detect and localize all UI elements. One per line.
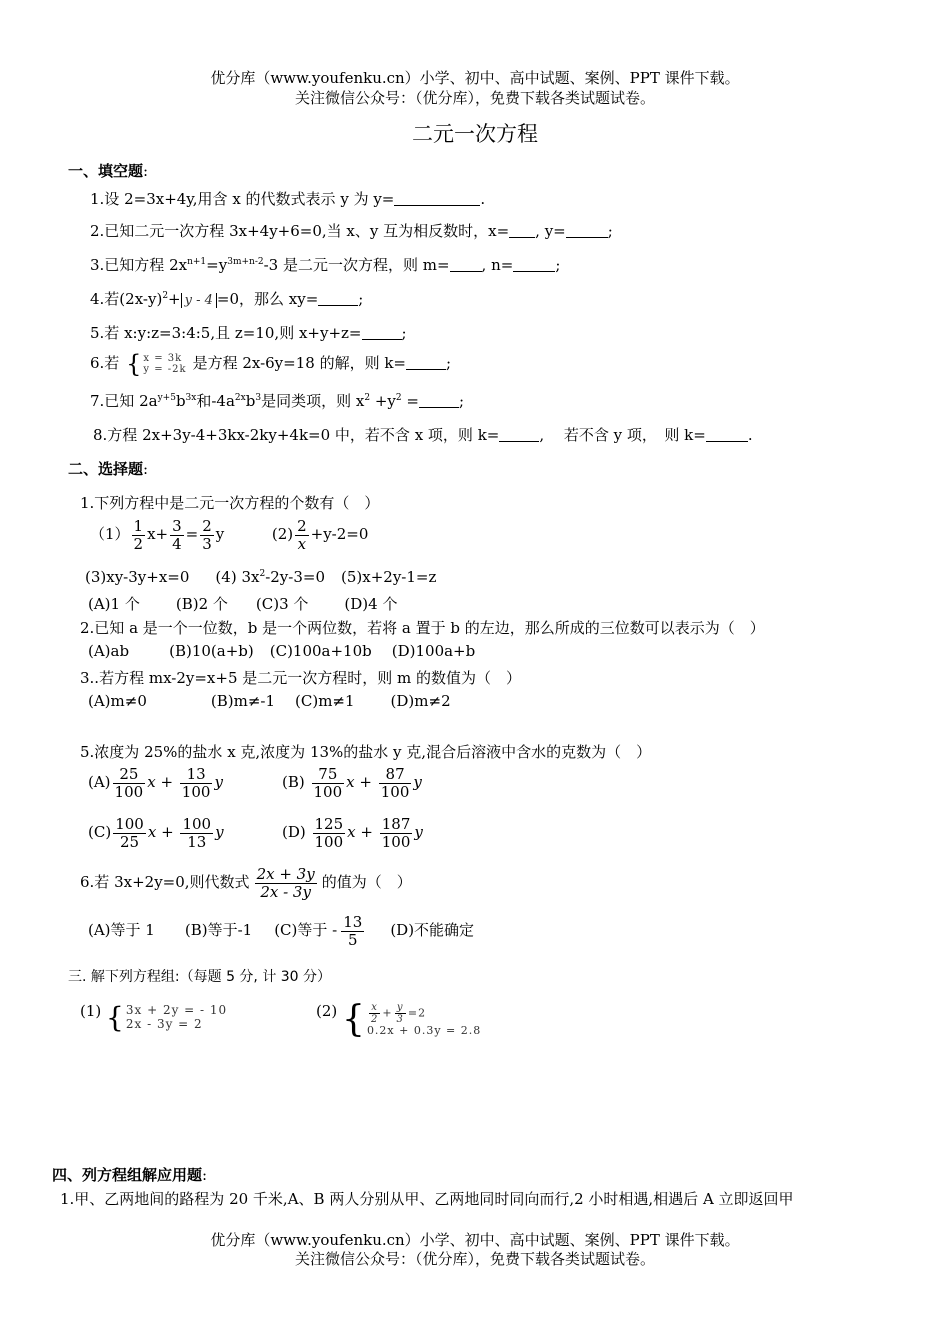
choice-q6-option-c-text: (C)等于 - — [274, 921, 338, 939]
fill-q4-end: ; — [358, 290, 364, 308]
fill-q7-text-e: 是同类项，则 x — [261, 392, 365, 410]
frac-num: 75 — [312, 766, 345, 784]
choice-q5-a-label: (A) — [88, 773, 111, 791]
fill-q7-exp-5: 2 — [364, 393, 371, 403]
solve-p2-lines — [367, 1002, 481, 1038]
var-y: y — [414, 823, 423, 841]
brace-icon: { — [106, 1001, 124, 1034]
choice-q3-option-b[interactable]: (B)m≠-1 — [210, 692, 276, 710]
choice-q5-stem: 5.浓度为 25%的盐水 x 克,浓度为 13%的盐水 y 克,混合后溶液中含水的克数为（ ） — [80, 743, 652, 761]
frac-x-2 — [369, 1002, 380, 1025]
fill-q6-system-line-2: y = -2k — [143, 364, 187, 375]
plus-sign: + — [360, 823, 373, 841]
brace-icon: { — [126, 350, 142, 378]
section-1-colon: : — [143, 162, 149, 180]
frac-2-3 — [200, 518, 214, 552]
choice-q6-end: 的值为（ ） — [321, 873, 412, 891]
fill-q7-text-b: b — [175, 392, 186, 410]
footer-line-1: 优分库（www.youfenku.cn）小学、初中、高中试题、案例、PPT 课件下载。 — [210, 1231, 740, 1249]
frac-87-100 — [379, 766, 412, 800]
plus-sign: + — [160, 773, 174, 791]
fill-q7-text-f: +y — [370, 392, 396, 410]
fill-q1 — [90, 188, 485, 209]
choice-q6-option-a[interactable]: (A)等于 1 — [88, 921, 155, 939]
frac-num: 125 — [314, 815, 344, 833]
plus-sign: + — [382, 1006, 393, 1020]
choice-q1-e2-rest: +y-2=0 — [310, 525, 369, 543]
frac-3-4 — [170, 518, 184, 552]
choice-q5-b-label: (B) — [282, 773, 305, 791]
fill-q8-text: 8.方程 2x+3y-4+3kx-2ky+4k=0 中，若不含 x 项，则 k= — [93, 426, 500, 444]
solve-p1-label: (1) — [80, 1002, 102, 1020]
frac-num: 2 — [202, 517, 212, 535]
choice-q5-c-label: (C) — [88, 823, 112, 841]
frac-den: 100 — [313, 782, 343, 801]
choice-q3-stem: 3..若方程 mx-2y=x+5 是二元一次方程时，则 m 的数值为（ ） — [80, 669, 522, 687]
choice-q1-options — [88, 593, 397, 614]
choice-q6-option-b[interactable]: (B)等于-1 — [184, 921, 253, 939]
fill-q4-text-b: + — [168, 290, 181, 308]
frac-y-3 — [395, 1002, 406, 1025]
fill-q7-exp-3: 2x — [234, 393, 246, 403]
choice-q1-e1-eq: = — [185, 525, 199, 543]
frac-den: 2 — [370, 1014, 379, 1026]
choice-q5-d-label: (D) — [282, 823, 306, 841]
frac-num: 2x + 3y — [256, 865, 315, 883]
frac-den: 100 — [181, 782, 211, 801]
section-3-heading: 三. 解下列方程组:（每题 5 分, 计 30 分） — [68, 969, 332, 985]
fill-q4 — [90, 288, 363, 309]
fill-q7-exp-6: 2 — [395, 393, 402, 403]
fill-q2-blank-x[interactable] — [509, 223, 535, 238]
fill-q4-blank[interactable] — [318, 291, 358, 306]
choice-q6-option-d[interactable]: (D)不能确定 — [390, 921, 475, 939]
choice-q1-e1-x: x+ — [147, 525, 169, 543]
fill-q6-end: ; — [446, 354, 452, 372]
frac-den: 100 — [381, 832, 411, 851]
choice-q1-option-b[interactable]: (B)2 个 — [175, 595, 228, 613]
fill-q3-text-a: 3.已知方程 2x — [90, 256, 188, 274]
choice-q1-option-d[interactable]: (D)4 个 — [344, 595, 398, 613]
frac-100-13 — [180, 816, 213, 850]
fill-q7-exp-1: y+5 — [157, 393, 176, 403]
section-2-title: 二、选择题 — [68, 460, 144, 478]
frac-187-100 — [380, 816, 413, 850]
fill-q3-exp-1: n+1 — [187, 257, 207, 267]
choice-q2-options — [88, 642, 475, 660]
choice-q1-e4a: (4) 3x — [215, 568, 260, 586]
choice-q6-options — [88, 914, 474, 948]
header-line-1: 优分库（www.youfenku.cn）小学、初中、高中试题、案例、PPT 课件下载。 — [210, 69, 740, 87]
page-title: 二元一次方程 — [412, 122, 538, 146]
choice-q2-option-d[interactable]: (D)100a+b — [391, 642, 476, 660]
frac-13-5 — [341, 914, 364, 948]
fill-q3-text-c: -3 是二元一次方程，则 m= — [263, 256, 450, 274]
choice-q1-e1-label: （1） — [90, 525, 130, 543]
fill-q7 — [90, 390, 464, 411]
choice-q6-text: 6.若 3x+2y=0,则代数式 — [80, 873, 250, 891]
plus-sign: + — [359, 773, 372, 791]
choice-q2-option-c[interactable]: (C)100a+10b — [269, 642, 372, 660]
fill-q6 — [90, 352, 451, 376]
frac-num: 1 — [133, 517, 144, 535]
choice-q1-e5: (5)x+2y-1=z — [341, 568, 437, 586]
frac-num: 87 — [379, 766, 412, 784]
fill-q7-text-g: = — [401, 392, 419, 410]
choice-q2-stem: 2.已知 a 是一个一位数，b 是一个两位数，若将 a 置于 b 的左边，那么所成的三位数可以表示为（ ） — [80, 619, 765, 637]
fill-q6-system-line-1: x = 3k — [143, 352, 183, 364]
frac-den: 5 — [341, 931, 364, 949]
frac-num: 13 — [343, 913, 363, 931]
frac-num: 187 — [381, 815, 411, 833]
fill-q7-text-a: 7.已知 2a — [90, 392, 158, 410]
frac-1-2 — [132, 518, 146, 552]
fill-q2-blank-y[interactable] — [566, 223, 608, 238]
frac-num: y — [395, 1002, 406, 1014]
fill-q5-text: 5.若 x:y:z=3:4:5,且 z=10,则 x+y+z= — [90, 324, 362, 342]
fill-q4-text-c: =0，那么 xy= — [216, 290, 319, 308]
choice-q2-option-a[interactable]: (A)ab — [88, 642, 130, 660]
fill-q8-end: . — [747, 426, 753, 444]
brace-icon: { — [342, 999, 365, 1040]
fill-q3-blank-m[interactable] — [450, 257, 482, 272]
fill-q2-end: ; — [607, 222, 613, 240]
choice-q1-e3: (3)xy-3y+x=0 — [85, 568, 190, 586]
frac-den: 100 — [380, 782, 410, 801]
solve-p1-system — [106, 1001, 228, 1034]
fill-q1-blank[interactable] — [394, 191, 480, 206]
choice-q5-option-d[interactable] — [282, 816, 423, 850]
frac-125-100 — [313, 816, 346, 850]
choice-q1-e1-y: y — [215, 525, 225, 543]
section-4-colon: : — [202, 1166, 208, 1184]
choice-q5-option-c[interactable] — [88, 816, 224, 850]
choice-q3-option-d[interactable]: (D)m≠2 — [390, 692, 451, 710]
fill-q6-text: 6.若 — [90, 354, 120, 372]
frac-25-100 — [113, 766, 146, 800]
fill-q6-system — [126, 352, 186, 376]
frac-100-25 — [113, 816, 146, 850]
solve-p1-eq-2: 2x - 3y = 2 — [125, 1017, 203, 1031]
fill-q8-blank-1[interactable] — [499, 427, 539, 442]
choice-q3-option-c[interactable]: (C)m≠1 — [295, 692, 355, 710]
section-1-heading — [68, 160, 148, 181]
choice-q6-stem — [80, 866, 412, 900]
frac-den: 100 — [114, 782, 144, 801]
frac-den: 25 — [119, 832, 140, 851]
application-q1: 1.甲、乙两地间的路程为 20 千米,A、B 两人分别从甲、乙两地同时同向而行,2 小时相遇,相遇后 A 立即返回甲 — [60, 1190, 794, 1208]
fill-q2 — [90, 220, 613, 241]
fill-q7-text-d: b — [245, 392, 256, 410]
solve-p1-eq-1: 3x + 2y = - 10 — [125, 1003, 228, 1018]
choice-q3-options — [88, 692, 451, 710]
var-y: y — [214, 773, 223, 791]
frac-num: 25 — [113, 766, 146, 784]
section-4-heading — [52, 1164, 207, 1185]
frac-den: x — [297, 534, 307, 553]
choice-q1-option-a[interactable]: (A)1 个 — [88, 595, 140, 613]
header-line-2: 关注微信公众号：（优分库），免费下载各类试题试卷。 — [294, 89, 655, 107]
fill-q6-text-b: 是方程 2x-6y=18 的解，则 k= — [192, 354, 407, 372]
solve-p2-eq-1 — [367, 1002, 481, 1025]
choice-q1-e4-exp: 2 — [259, 569, 266, 579]
fill-q3-text-b: =y — [206, 256, 228, 274]
section-2-colon: : — [143, 460, 149, 478]
frac-num: x — [369, 1002, 380, 1014]
frac-13-100 — [180, 766, 213, 800]
plus-sign: + — [161, 823, 174, 841]
section-4-title: 四、列方程组解应用题 — [52, 1166, 203, 1184]
var-x: x — [347, 823, 356, 841]
choice-q1-e4b: -2y-3=0 — [265, 568, 325, 586]
choice-q2-option-b[interactable]: (B)10(a+b) — [169, 642, 254, 660]
fill-q5-blank[interactable] — [362, 325, 402, 340]
fill-q3-text-d: , n= — [481, 256, 514, 274]
var-x: x — [346, 773, 355, 791]
solve-p2-eq-2: 0.2x + 0.3y = 2.8 — [366, 1024, 482, 1038]
solve-p2-eq-1-rhs: =2 — [407, 1006, 427, 1020]
frac-num: 100 — [115, 815, 144, 833]
fill-q2-text: 2.已知二元一次方程 3x+4y+6=0,当 x、y 互为相反数时，x= — [90, 222, 510, 240]
fill-q1-text: 1.设 2=3x+4y,用含 x 的代数式表示 y 为 y= — [90, 190, 395, 208]
choice-q1-expr-row-2 — [85, 568, 436, 586]
frac-den: 13 — [187, 832, 207, 851]
choice-q5-option-a[interactable] — [88, 766, 223, 800]
footer-line-2: 关注微信公众号：（优分库），免费下载各类试题试卷。 — [294, 1250, 655, 1268]
section-1-title: 一、填空题 — [68, 162, 144, 180]
fill-q7-end: ; — [458, 392, 464, 410]
frac-expression — [255, 866, 317, 900]
choice-q3-option-a[interactable]: (A)m≠0 — [88, 692, 147, 710]
frac-num: 13 — [180, 766, 213, 784]
fill-q4-abs: y - 4 — [181, 293, 217, 308]
frac-num: 2 — [297, 517, 307, 535]
frac-den: 100 — [314, 832, 344, 851]
choice-q6-option-c[interactable] — [274, 913, 366, 949]
var-y: y — [413, 773, 422, 791]
fill-q6-blank[interactable] — [406, 355, 446, 370]
choice-q1-e2-label: (2) — [271, 525, 294, 543]
section-2-heading — [68, 458, 148, 479]
choice-q1-expr-row-1 — [90, 518, 368, 552]
solve-problem-1 — [80, 1002, 227, 1032]
solve-p2-label: (2) — [316, 1002, 338, 1020]
frac-num: 3 — [172, 517, 182, 535]
fill-q3-blank-n[interactable] — [513, 257, 555, 272]
solve-p1-lines — [126, 1004, 227, 1032]
choice-q1-option-c[interactable]: (C)3 个 — [255, 595, 309, 613]
fill-q3 — [90, 254, 560, 275]
fill-q8-blank-2[interactable] — [706, 427, 748, 442]
frac-den: 2x - 3y — [260, 882, 311, 901]
fill-q1-end: . — [480, 190, 486, 208]
fill-q6-system-lines — [143, 353, 186, 376]
choice-q1-stem: 1.下列方程中是二元一次方程的个数有（ ） — [80, 494, 380, 512]
var-x: x — [147, 773, 156, 791]
fill-q7-blank[interactable] — [419, 393, 459, 408]
frac-num: 100 — [182, 815, 212, 833]
frac-2-x — [295, 518, 309, 552]
fill-q3-end: ; — [555, 256, 561, 274]
fill-q3-exp-2: 3m+n-2 — [227, 257, 264, 267]
choice-q5-option-b[interactable] — [282, 766, 422, 800]
var-x: x — [147, 823, 157, 841]
solve-problem-2 — [316, 999, 482, 1040]
fill-q5-end: ; — [401, 324, 407, 342]
fill-q7-text-c: 和-4a — [196, 392, 235, 410]
fill-q8-text-mid: , 若不含 y 项， 则 k= — [539, 426, 706, 444]
var-y: y — [215, 823, 224, 841]
solve-p2-system — [342, 999, 482, 1040]
fill-q4-text-a: 4.若(2x-y) — [90, 290, 163, 308]
fill-q5 — [90, 322, 407, 343]
fill-q2-mid: , y= — [535, 222, 566, 240]
fill-q4-exp: 2 — [162, 291, 169, 301]
fill-q7-exp-4: 3 — [255, 393, 262, 403]
fill-q8 — [93, 424, 753, 445]
fill-q7-exp-2: 3x — [185, 393, 197, 403]
frac-den: 3 — [396, 1014, 404, 1026]
frac-den: 2 — [133, 534, 144, 553]
frac-den: 3 — [202, 534, 212, 553]
frac-75-100 — [312, 766, 345, 800]
frac-den: 4 — [172, 534, 182, 553]
